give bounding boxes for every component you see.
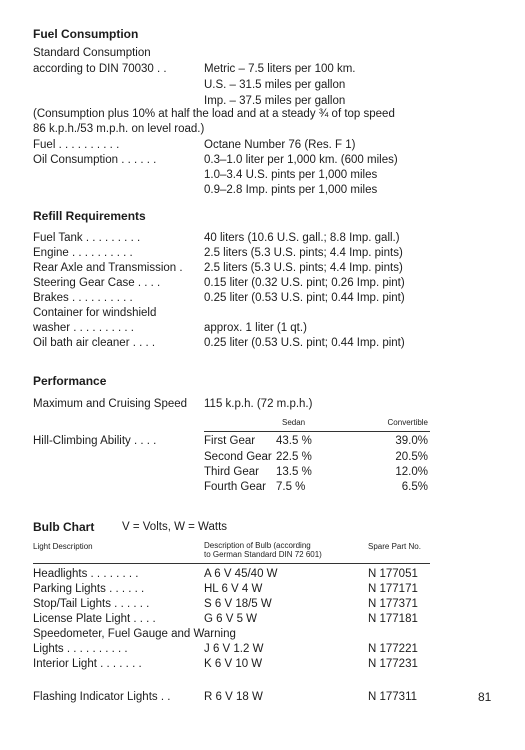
refill-heading: Refill Requirements (33, 209, 146, 223)
gear-name: Second Gear (204, 451, 272, 463)
oil-bath-value: 0.25 liter (0.53 U.S. pint; 0.44 Imp. pint) (204, 337, 405, 349)
windshield-container-label: Container for windshield (33, 307, 157, 319)
oil-consumption-us: 1.0–3.4 U.S. pints per 1,000 miles (204, 169, 378, 181)
gear-sedan-value: 43.5 % (276, 435, 312, 447)
gear-name: First Gear (204, 435, 256, 447)
oil-consumption-metric: 0.3–1.0 liter per 1,000 km. (600 miles) (204, 154, 398, 166)
bulb-light-name: Headlights . . . . . . . . (33, 568, 139, 580)
flashing-indicator-bulb: R 6 V 18 W (204, 691, 263, 703)
gear-name: Fourth Gear (204, 481, 266, 493)
column-bulb-description-line2: to German Standard DIN 72 601) (204, 550, 322, 559)
page-number: 81 (478, 690, 492, 704)
bulb-part-number: N 177231 (368, 658, 418, 670)
washer-value: approx. 1 liter (1 qt.) (204, 322, 307, 334)
standard-consumption-label: Standard Consumption (33, 47, 151, 59)
column-spare-part: Spare Part No. (368, 542, 421, 551)
refill-row-value: 0.15 liter (0.32 U.S. pint; 0.26 Imp. pint) (204, 277, 405, 289)
refill-row-label: Engine . . . . . . . . . . (33, 247, 133, 259)
gear-convertible-value: 6.5% (401, 481, 428, 493)
metric-consumption: Metric – 7.5 liters per 100 km. (204, 63, 356, 75)
gear-convertible-value: 39.0% (395, 435, 428, 447)
speedometer-label: Speedometer, Fuel Gauge and Warning (33, 628, 236, 640)
bulb-type: K 6 V 10 W (204, 658, 263, 670)
bulb-part-number: N 177371 (368, 598, 418, 610)
performance-rule (204, 431, 430, 432)
refill-row-value: 40 liters (10.6 U.S. gall.; 8.8 Imp. gall.) (204, 232, 400, 244)
gear-convertible-value: 12.0% (395, 466, 428, 478)
flashing-indicator-part: N 177311 (368, 691, 418, 703)
fuel-value: Octane Number 76 (Res. F 1) (204, 139, 356, 151)
oil-bath-label: Oil bath air cleaner . . . . (33, 337, 156, 349)
gear-sedan-value: 22.5 % (276, 451, 312, 463)
bulb-light-name: License Plate Light . . . . (33, 613, 156, 625)
hill-climbing-label: Hill-Climbing Ability . . . . (33, 435, 157, 447)
bulb-type: J 6 V 1.2 W (204, 643, 264, 655)
flashing-indicator-label: Flashing Indicator Lights . . (33, 691, 171, 703)
refill-row-label: Brakes . . . . . . . . . . (33, 292, 133, 304)
refill-row-value: 2.5 liters (5.3 U.S. pints; 4.4 Imp. pints) (204, 262, 403, 274)
gear-sedan-value: 7.5 % (276, 481, 306, 493)
performance-heading: Performance (33, 374, 107, 388)
bulb-type: S 6 V 18/5 W (204, 598, 272, 610)
column-sedan: Sedan (282, 418, 306, 427)
bulb-chart-heading: Bulb Chart (33, 520, 95, 534)
us-consumption: U.S. – 31.5 miles per gallon (204, 79, 346, 91)
refill-row-value: 2.5 liters (5.3 U.S. pints; 4.4 Imp. pints) (204, 247, 403, 259)
max-speed-label: Maximum and Cruising Speed (33, 398, 188, 410)
bulb-light-name: Interior Light . . . . . . . (33, 658, 142, 670)
bulb-type: A 6 V 45/40 W (204, 568, 278, 580)
bulb-chart-legend: V = Volts, W = Watts (122, 521, 228, 533)
bulb-light-name: Lights . . . . . . . . . . (33, 643, 128, 655)
bulb-part-number: N 177221 (368, 643, 418, 655)
bulb-chart-rule (33, 563, 430, 564)
bulb-type: HL 6 V 4 W (204, 583, 263, 595)
bulb-part-number: N 177051 (368, 568, 418, 580)
din-label: according to DIN 70030 . . (33, 63, 167, 75)
gear-name: Third Gear (204, 466, 259, 478)
fuel-consumption-heading: Fuel Consumption (33, 27, 139, 41)
refill-row-label: Rear Axle and Transmission . (33, 262, 183, 274)
bulb-light-name: Parking Lights . . . . . . (33, 583, 145, 595)
consumption-note-line1: (Consumption plus 10% at half the load and at a steady ¾ of top speed (33, 108, 395, 120)
gear-sedan-value: 13.5 % (276, 466, 312, 478)
gear-convertible-value: 20.5% (395, 451, 428, 463)
washer-label: washer . . . . . . . . . . (33, 322, 134, 334)
consumption-note-line2: 86 k.p.h./53 m.p.h. on level road.) (33, 123, 205, 135)
fuel-label: Fuel . . . . . . . . . . (33, 139, 120, 151)
bulb-part-number: N 177171 (368, 583, 418, 595)
refill-row-label: Fuel Tank . . . . . . . . . (33, 232, 141, 244)
refill-row-label: Steering Gear Case . . . . (33, 277, 161, 289)
column-bulb-description-line1: Description of Bulb (according (204, 541, 311, 550)
imp-consumption: Imp. – 37.5 miles per gallon (204, 95, 346, 107)
oil-consumption-label: Oil Consumption . . . . . . (33, 154, 157, 166)
bulb-part-number: N 177181 (368, 613, 418, 625)
oil-consumption-imp: 0.9–2.8 Imp. pints per 1,000 miles (204, 184, 378, 196)
bulb-type: G 6 V 5 W (204, 613, 258, 625)
refill-row-value: 0.25 liter (0.53 U.S. pint; 0.44 Imp. pint) (204, 292, 405, 304)
bulb-light-name: Stop/Tail Lights . . . . . . (33, 598, 150, 610)
column-light-description: Light Description (33, 542, 93, 551)
column-convertible: Convertible (387, 418, 428, 427)
max-speed-value: 115 k.p.h. (72 m.p.h.) (204, 398, 313, 410)
